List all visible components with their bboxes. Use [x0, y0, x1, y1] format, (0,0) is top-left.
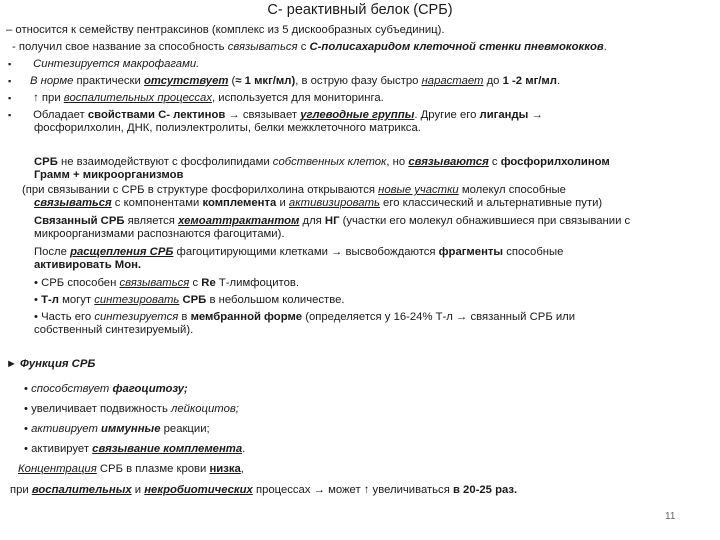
text-line — [18, 463, 244, 476]
text-line — [6, 24, 445, 37]
slide-number: 11 — [665, 511, 676, 522]
text-segment: хемоаттрактантом — [178, 215, 300, 227]
text-segment: С-полисахаридом клеточной стенки пневмококков — [309, 41, 604, 53]
text-segment: синтезировать — [94, 294, 180, 306]
text-segment: с — [189, 277, 202, 289]
text-segment: (определяется у 16-24% Т-л → связанный СРБ или — [302, 311, 576, 323]
text-line — [8, 109, 543, 122]
text-segment: , — [240, 463, 244, 475]
triangle-bullet-icon: ► — [6, 358, 17, 370]
text-segment: процессах → может — [252, 484, 364, 496]
text-segment: расщепления СРБ — [70, 246, 174, 258]
text-segment: → — [528, 109, 543, 121]
text-segment: способствует — [31, 383, 110, 395]
dot-bullet-icon: • — [34, 294, 38, 306]
text-segment: В норме — [30, 75, 74, 87]
text-segment: Обладает — [30, 109, 88, 121]
text-segment: реакции; — [160, 423, 210, 435]
text-line — [10, 484, 517, 497]
text-segment: , в острую фазу быстро — [295, 75, 422, 87]
text-segment: связывание комплемента — [92, 443, 243, 455]
text-segment: свойствами С- лектинов — [87, 109, 226, 121]
text-segment: некробиотических — [144, 484, 253, 496]
text-segment: до — [483, 75, 503, 87]
dot-bullet-icon: • — [24, 403, 28, 415]
text-line — [34, 311, 575, 324]
text-segment: ≈ 1 мкг/мл) — [235, 75, 296, 87]
text-line — [34, 324, 193, 337]
text-segment: . — [556, 75, 561, 87]
dot-bullet-icon: • — [24, 383, 28, 395]
text-segment: и — [131, 484, 145, 496]
text-segment: воспалительных процессах — [63, 92, 212, 104]
text-segment: с — [297, 41, 310, 53]
text-segment: в 20-25 раз. — [452, 484, 518, 496]
text-segment: не взаимодействуют с фосфолипидами — [57, 156, 273, 168]
text-segment: НГ — [324, 215, 340, 227]
text-segment: увеличиваться — [369, 484, 453, 496]
dot-bullet-icon: • — [24, 443, 28, 455]
text-segment: активизировать — [288, 197, 380, 209]
text-segment: иммунные — [101, 423, 161, 435]
text-line — [34, 246, 563, 259]
text-line — [34, 122, 421, 135]
text-segment: является — [124, 215, 179, 227]
text-line — [34, 277, 299, 290]
text-line — [24, 383, 188, 396]
text-line — [24, 423, 210, 436]
text-segment: ↑ — [363, 484, 370, 496]
text-segment: для — [299, 215, 325, 227]
text-segment: синтезируется — [94, 311, 179, 323]
text-line — [34, 228, 284, 241]
text-segment: в — [178, 311, 191, 323]
text-segment: собственных клеток — [272, 156, 387, 168]
text-line — [34, 156, 610, 169]
text-segment: . — [603, 41, 607, 53]
text-segment: активирует — [31, 423, 98, 435]
text-segment: СРБ способен — [37, 277, 120, 289]
text-segment: . — [242, 443, 246, 455]
text-segment: → связывает — [225, 109, 301, 121]
text-line — [24, 443, 245, 456]
text-segment: связываются — [408, 156, 489, 168]
text-segment: ↑ — [33, 92, 39, 104]
text-segment: углеводные группы — [300, 109, 415, 121]
text-segment: микроорганизмами распознаются фагоцитами). — [34, 228, 285, 240]
dot-bullet-icon: • — [34, 277, 38, 289]
text-segment: Т-лимфоцитов. — [215, 277, 300, 289]
text-segment: могут — [58, 294, 95, 306]
text-segment: , используется для мониторинга. — [211, 92, 384, 104]
text-segment: . Другие его — [414, 109, 480, 121]
slide-title: С- реактивный белок (СРБ) — [267, 2, 453, 18]
text-line — [6, 358, 95, 371]
text-segment: в небольшом количестве. — [206, 294, 345, 306]
text-segment: при — [38, 92, 64, 104]
text-segment: Синтезируется макрофагами. — [33, 58, 200, 70]
text-segment: увеличивает подвижность — [27, 403, 171, 415]
text-line — [34, 294, 345, 307]
dot-bullet-icon: • — [34, 311, 38, 323]
square-bullet-icon: ▪ — [8, 59, 12, 69]
text-segment: и — [276, 197, 289, 209]
text-segment: воспалительных — [31, 484, 132, 496]
square-bullet-icon: ▪ — [8, 110, 12, 120]
text-line — [8, 75, 560, 88]
text-segment: - получил свое название за способность — [12, 41, 228, 53]
text-segment: (при связывании с СРБ в структуре фосфорилхолина открываются — [22, 184, 379, 196]
text-segment: – относится к семейству пентраксинов (комплекс из 5 дискообразных субъединиц). — [6, 24, 445, 36]
text-segment: комплемента — [202, 197, 277, 209]
text-segment: 1 -2 мг/мл — [502, 75, 557, 87]
text-segment: Т-л — [41, 294, 59, 306]
text-line — [24, 403, 239, 416]
text-segment: способные — [503, 246, 564, 258]
text-segment: СРБ — [34, 156, 58, 168]
text-segment: Связанный СРБ — [34, 215, 125, 227]
square-bullet-icon: ▪ — [8, 76, 12, 86]
text-segment: собственный синтезируемый). — [34, 324, 194, 336]
text-line — [34, 169, 183, 182]
text-segment: Часть его — [37, 311, 95, 323]
text-segment: (участки его молекул обнажившиеся при связывании с — [339, 215, 631, 227]
text-segment: его классический и альтернативные пути) — [379, 197, 603, 209]
text-segment: Функция СРБ — [20, 358, 96, 370]
text-segment: связываться — [34, 197, 112, 209]
text-segment: Грамм + микроорганизмов — [34, 169, 184, 181]
text-segment: низка — [209, 463, 241, 475]
text-line — [8, 92, 384, 105]
text-segment: СРБ в плазме крови — [96, 463, 210, 475]
text-segment: лиганды — [479, 109, 529, 121]
square-bullet-icon: ▪ — [8, 93, 12, 103]
text-segment: Концентрация — [18, 463, 97, 475]
text-segment: молекул способные — [458, 184, 566, 196]
text-segment: СРБ — [182, 294, 207, 306]
text-segment: с — [488, 156, 501, 168]
text-segment: при — [10, 484, 32, 496]
text-segment: фагоцитирующими клетками → высвобождаются — [173, 246, 439, 258]
text-segment: мембранной форме — [190, 311, 303, 323]
text-segment: связываться — [227, 41, 298, 53]
text-segment: ( — [228, 75, 236, 87]
text-segment: активирует — [27, 443, 93, 455]
text-segment: фагоцитозу; — [112, 383, 188, 395]
dot-bullet-icon: • — [24, 423, 28, 435]
text-line — [34, 197, 602, 210]
text-line — [12, 41, 607, 54]
text-segment: лейкоцитов; — [171, 403, 239, 415]
text-line — [34, 259, 141, 272]
text-line — [34, 215, 630, 228]
text-segment: отсутствует — [143, 75, 229, 87]
text-line — [22, 184, 566, 197]
text-segment: практически — [73, 75, 144, 87]
text-segment: активировать Мон. — [34, 259, 142, 271]
text-segment: фосфорилхолин, ДНК, полиэлектролиты, белки межклеточного матрикса. — [34, 122, 421, 134]
text-segment: После — [34, 246, 71, 258]
text-segment: фрагменты — [438, 246, 504, 258]
text-segment: нарастает — [421, 75, 484, 87]
text-segment: фосфорилхолином — [500, 156, 610, 168]
text-segment: , но — [386, 156, 409, 168]
text-segment: Re — [201, 277, 216, 289]
text-segment: связываться — [119, 277, 190, 289]
text-line — [8, 58, 199, 71]
text-segment: новые участки — [378, 184, 459, 196]
text-segment: с компонентами — [111, 197, 203, 209]
